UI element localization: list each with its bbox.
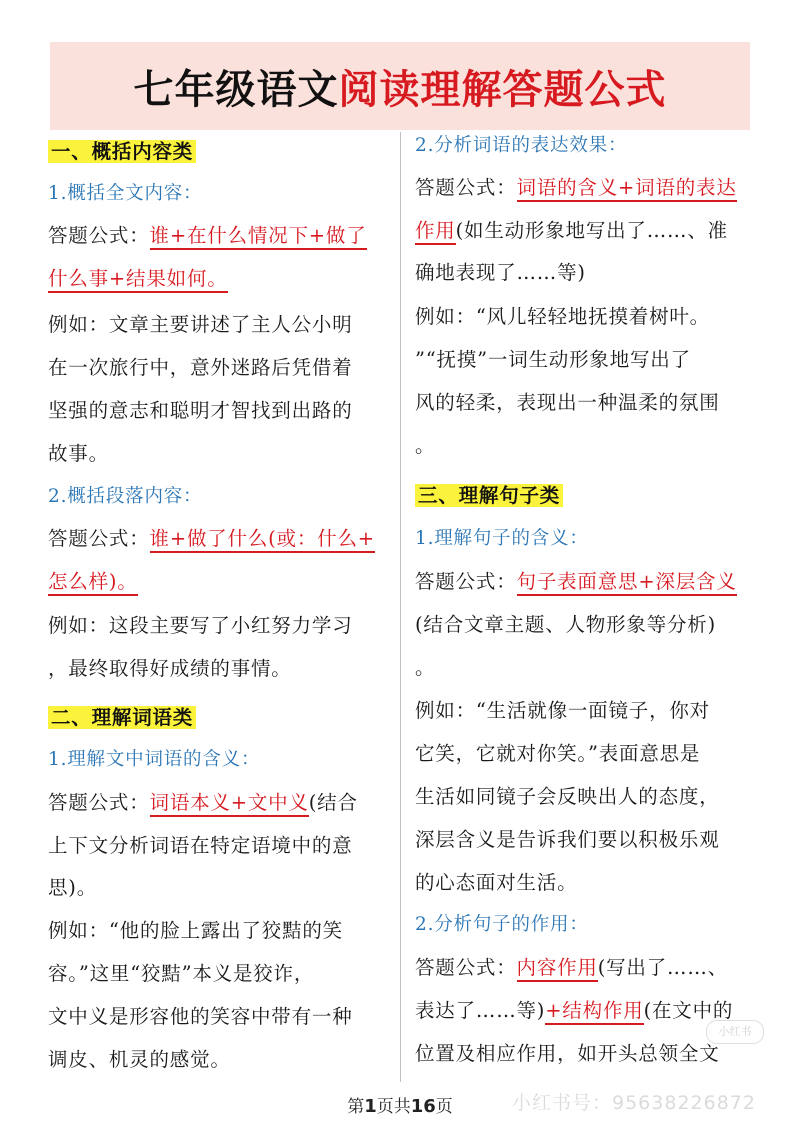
total-pages: 16 (410, 1096, 436, 1117)
formula-line: 。 (415, 656, 436, 679)
section-heading-summarize: 一、概括内容类 (48, 140, 196, 163)
example-line: 它笑，它就对你笑。”表面意思是 (415, 742, 701, 765)
formula-line: 什么事+结果如何。 (48, 265, 228, 293)
example-line: 生活如同镜子会反映出人的态度， (415, 785, 720, 808)
example-line: 的心态面对生活。 (415, 871, 578, 894)
formula-line: 思)。 (48, 876, 98, 899)
example-line: 风的轻柔，表现出一种温柔的氛围 (415, 391, 720, 414)
formula-line: 表达了……等)+结构作用(在文中的 (415, 997, 733, 1025)
example-line: 在一次旅行中，意外迷路后凭借着 (48, 356, 353, 379)
example-line: 例如：“生活就像一面镜子，你对 (415, 699, 710, 722)
formula-line: 怎么样)。 (48, 568, 138, 596)
formula-line: (结合文章主题、人物形象等分析) (415, 613, 717, 636)
subheading-sentence-function: 2.分析句子的作用： (415, 914, 589, 935)
formula-line: 答题公式：句子表面意思+深层含义 (415, 568, 737, 596)
example-line: ”“抚摸”一词生动形象地写出了 (415, 348, 691, 371)
subheading-sentence-meaning: 1.理解句子的含义： (415, 528, 589, 549)
watermark-logo: 小红书 (706, 1020, 764, 1044)
example-line: 例如：这段主要写了小红努力学习 (48, 614, 353, 637)
example-line: 。 (415, 434, 436, 457)
example-line: 坚强的意志和聪明才智找到出路的 (48, 399, 353, 422)
subheading-word-meaning: 1.理解文中词语的含义： (48, 749, 261, 770)
example-line: 例如：“风儿轻轻地抚摸着树叶。 (415, 305, 710, 328)
current-page-number: 1 (364, 1096, 377, 1117)
example-line: 容。”这里“狡黠”本义是狡诈， (48, 962, 315, 985)
subheading-summarize-paragraph: 2.概括段落内容： (48, 486, 203, 507)
title-part-red: 阅读理解答题公式 (338, 65, 667, 113)
example-line: 调皮、机灵的感觉。 (48, 1048, 231, 1071)
example-line: 文中义是形容他的笑容中带有一种 (48, 1005, 353, 1028)
formula-line: 答题公式：谁+在什么情况下+做了 (48, 222, 367, 250)
subheading-summarize-text: 1.概括全文内容： (48, 183, 203, 204)
formula-line: 确地表现了……等) (415, 261, 586, 284)
subheading-word-effect: 2.分析词语的表达效果： (415, 135, 628, 156)
example-line: ，最终取得好成绩的事情。 (48, 657, 292, 680)
column-divider (400, 132, 401, 1082)
section-heading-sentences: 三、理解句子类 (415, 484, 563, 507)
formula-line: 答题公式：词语本义+文中义(结合 (48, 789, 358, 817)
watermark-text: 小红书号：95638226872 (512, 1092, 756, 1114)
formula-line: 上下文分析词语在特定语境中的意 (48, 834, 353, 857)
title-part-black: 七年级语文 (133, 65, 339, 113)
formula-line: 答题公式：词语的含义+词语的表达 (415, 174, 737, 202)
page-title (50, 42, 750, 130)
example-line: 例如：文章主要讲述了主人公小明 (48, 313, 353, 336)
formula-line: 答题公式：内容作用(写出了……、 (415, 954, 728, 982)
example-line: 深层含义是告诉我们要以积极乐观 (415, 828, 720, 851)
formula-line: 位置及相应作用，如开头总领全文 (415, 1042, 720, 1065)
formula-line: 答题公式：谁+做了什么(或：什么+ (48, 525, 375, 553)
formula-line: 作用(如生动形象地写出了……、准 (415, 217, 728, 245)
section-heading-words: 二、理解词语类 (48, 706, 196, 729)
page-footer: 第1页共16页 (347, 1096, 453, 1117)
example-line: 故事。 (48, 442, 109, 465)
example-line: 例如：“他的脸上露出了狡黠的笑 (48, 919, 343, 942)
